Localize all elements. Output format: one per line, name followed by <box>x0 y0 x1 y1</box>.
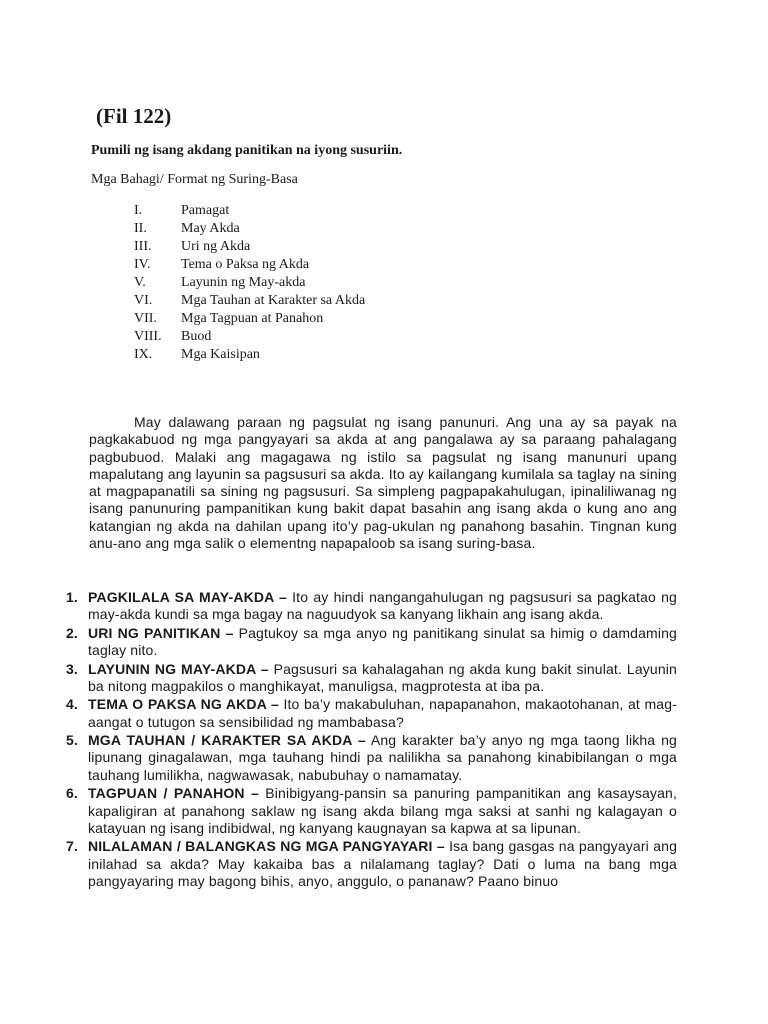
element-title: LAYUNIN NG MAY-AKDA – <box>88 660 269 677</box>
outline-item <box>134 310 365 328</box>
element-description: Binibigyang-pansin sa panuring pampanitikan ang kasaysayan, kapaligiran at panahong saklaw ng isang akda bilang mga saksi at sanhi ng kalagayan o katayuan ng isang indibidwal, ng kanyang kaugnayan sa kapwa at sa lipunan. <box>88 785 677 836</box>
element-item <box>66 838 677 890</box>
format-heading: Mga Bahagi/ Format ng Suring-Basa <box>91 172 298 187</box>
outline-number: IX. <box>134 347 153 362</box>
outline-item <box>134 292 365 310</box>
element-number: 5. <box>66 732 78 749</box>
element-item <box>66 696 677 731</box>
outline-label: Mga Tauhan at Karakter sa Akda <box>181 293 366 308</box>
outline-number: VIII. <box>134 329 162 344</box>
outline-item <box>134 328 365 346</box>
outline-label: Buod <box>181 329 212 344</box>
outline-number: I. <box>134 203 143 218</box>
instruction-text: Pumili ng isang akdang panitikan na iyong susuriin. <box>91 143 403 158</box>
outline-item <box>134 256 365 274</box>
element-title: NILALAMAN / BALANGKAS NG MGA PANGYAYARI – <box>88 838 445 855</box>
element-title: PAGKILALA SA MAY-AKDA – <box>88 589 287 605</box>
element-description: Ito ay hindi nangangahulugan ng pagsusuri sa pagkatao ng may-akda kundi sa mga bagay na naguudyok sa kanyang likhain ang isang akda. <box>88 589 677 623</box>
element-item <box>66 732 677 784</box>
element-number: 1. <box>66 589 78 605</box>
element-title: MGA TAUHAN / KARAKTER SA AKDA – <box>88 732 366 749</box>
element-number: 3. <box>66 660 78 677</box>
element-list <box>66 589 677 891</box>
outline-label: Uri ng Akda <box>181 239 251 254</box>
outline-item <box>134 274 365 292</box>
outline-item <box>134 202 365 220</box>
element-number: 7. <box>66 838 78 855</box>
outline-item <box>134 238 365 256</box>
outline-list <box>134 202 365 364</box>
outline-label: Mga Tagpuan at Panahon <box>181 311 324 326</box>
outline-number: V. <box>134 275 146 290</box>
element-number: 2. <box>66 624 78 641</box>
outline-label: Mga Kaisipan <box>181 347 260 362</box>
outline-label: Pamagat <box>181 203 230 218</box>
outline-number: VI. <box>134 293 153 308</box>
element-description: Pagsusuri sa kahalagahan ng akda kung bakit sinulat. Layunin ba nitong magpakilos o manghikayat, manuligsa, magprotesta at iba pa. <box>88 660 677 694</box>
outline-item <box>134 346 365 364</box>
outline-item <box>134 220 365 238</box>
outline-label: Tema o Paksa ng Akda <box>181 257 310 272</box>
course-code-title: (Fil 122) <box>96 104 172 128</box>
element-item <box>66 625 677 660</box>
element-description: Pagtukoy sa mga anyo ng panitikang sinulat sa himig o damdaming taglay nito. <box>88 624 677 659</box>
outline-number: II. <box>134 221 147 236</box>
element-title: TEMA O PAKSA NG AKDA – <box>88 696 279 713</box>
element-item <box>66 589 677 624</box>
outline-label: Layunin ng May-akda <box>181 275 306 290</box>
outline-number: VII. <box>134 311 157 326</box>
outline-label: May Akda <box>181 221 240 236</box>
intro-paragraph: May dalawang paraan ng pagsulat ng isang panunuri. Ang una ay sa payak na pagkakabuod ng mga pangyayari sa akda at ang pangalawa ay sa paraang pahalagang pagbubuod. Malaki ang magagawa ng istilo sa pagsulat ng isang manunuri upang mapalutang ang layunin sa pagsusuri sa akda. Ito ay kailangang kumilala sa taglay na sining at magpapanatili sa sining ng pagsusuri. Sa simpleng pagpapakahulugan, ipinaliliwanag ng isang panunuring pampanitikan kung bakit dapat basahin ang isang akda o kung ano ang katangian ng akda na dahilan upang ito’y pag-ukulan ng panahong basahin. Tingnan kung anu-ano ang mga salik o elementng napapaloob sa isang suring-basa. <box>89 414 677 552</box>
element-description: Isa bang gasgas na pangyayari ang inilahad sa akda? May kakaiba bas a nilalamang taglay? Dati o luma na bang mga pangyayaring may bagong bihis, anyo, anggulo, o pananaw? Paano binuo <box>88 838 678 889</box>
element-item <box>66 661 677 696</box>
element-title: URI NG PANITIKAN – <box>88 624 234 641</box>
element-title: TAGPUAN / PANAHON – <box>88 785 259 802</box>
element-number: 6. <box>66 785 78 802</box>
element-description: Ang karakter ba’y anyo ng mga taong likha ng lipunang ginagalawan, mga tauhang hindi pa nalilikha sa panahong kinabibilangan o mga tauhang lumilikha, nagwawasak, nabubuhay o namamatay. <box>88 732 677 783</box>
element-item <box>66 785 677 837</box>
outline-number: IV. <box>134 257 151 272</box>
element-number: 4. <box>66 696 78 713</box>
element-description: Ito ba’y makabuluhan, napapanahon, makaotohanan, at mag-aangat o tutugon sa sensibilidad ng mambabasa? <box>88 696 677 730</box>
outline-number: III. <box>134 239 152 254</box>
